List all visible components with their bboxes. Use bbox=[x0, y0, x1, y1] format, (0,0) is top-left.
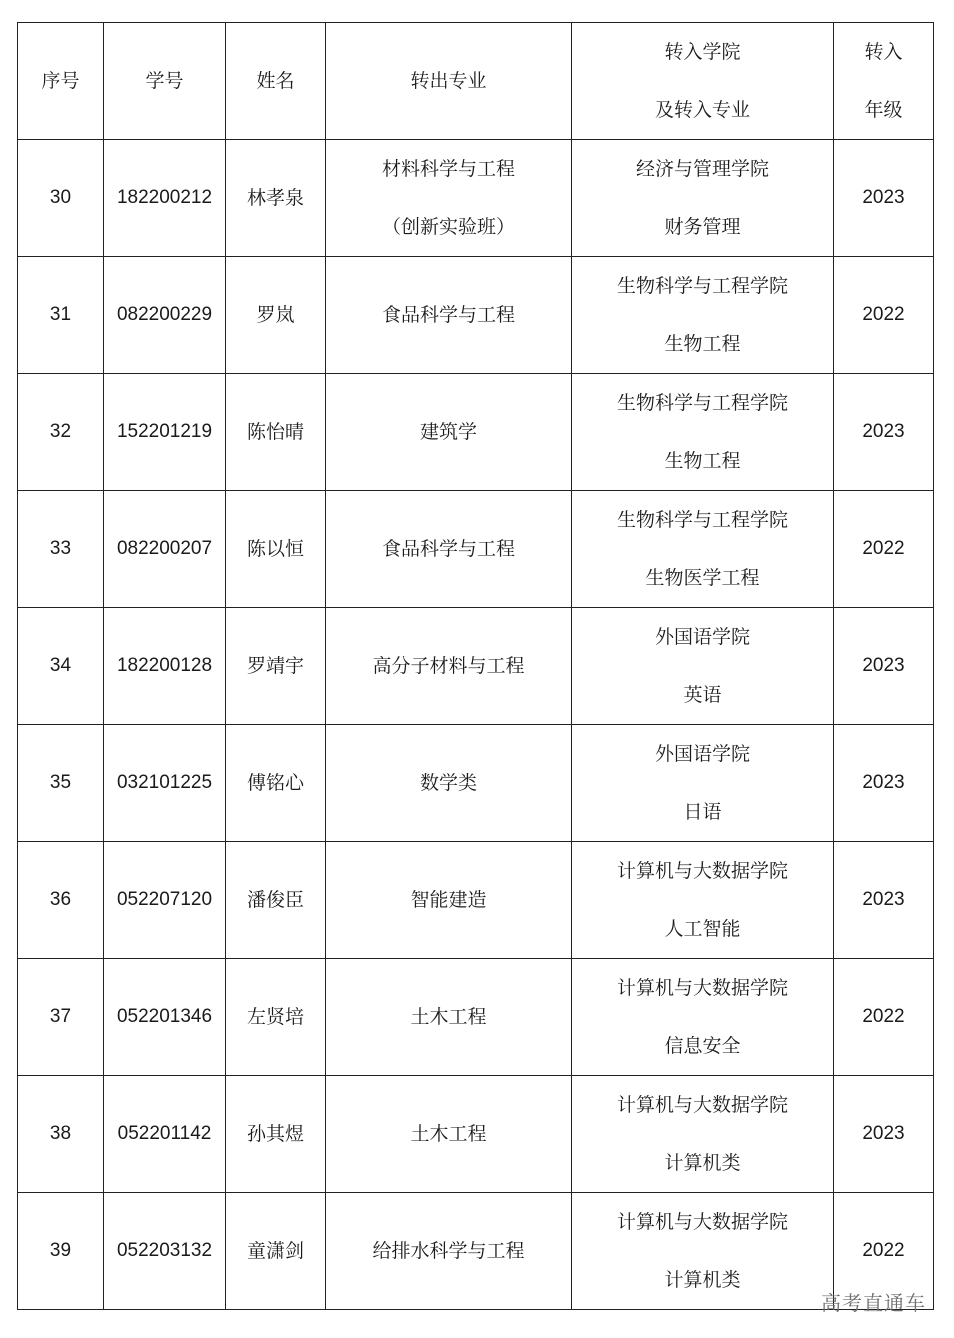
cell-seq: 39 bbox=[18, 1193, 104, 1310]
to-college-line: 外国语学院 bbox=[654, 743, 750, 765]
cell-student-id: 052203132 bbox=[104, 1193, 226, 1310]
cell-student-id: 032101225 bbox=[104, 725, 226, 842]
to-college-line: 人工智能 bbox=[664, 918, 741, 940]
cell-grade: 2022 bbox=[834, 491, 934, 608]
table-row bbox=[18, 1193, 934, 1310]
cell-seq: 37 bbox=[18, 959, 104, 1076]
from-major-line: 数学类 bbox=[419, 772, 477, 794]
to-college-line: 生物科学与工程学院 bbox=[616, 509, 788, 531]
cell-from-major bbox=[326, 608, 572, 725]
from-major-line: 材料科学与工程 bbox=[381, 158, 515, 180]
cell-from-major bbox=[326, 140, 572, 257]
cell-grade: 2022 bbox=[834, 1193, 934, 1310]
cell-name: 罗岚 bbox=[226, 257, 326, 374]
from-major-line: 土木工程 bbox=[410, 1123, 487, 1145]
cell-seq: 33 bbox=[18, 491, 104, 608]
table-row bbox=[18, 725, 934, 842]
cell-to-college bbox=[572, 608, 834, 725]
to-college-line: 生物工程 bbox=[664, 450, 741, 472]
to-college-line: 财务管理 bbox=[664, 216, 741, 238]
cell-from-major bbox=[326, 257, 572, 374]
cell-to-college bbox=[572, 1076, 834, 1193]
cell-grade: 2023 bbox=[834, 608, 934, 725]
from-major-line: 土木工程 bbox=[410, 1006, 487, 1028]
from-major-line: 给排水科学与工程 bbox=[372, 1240, 525, 1262]
cell-name: 陈怡晴 bbox=[226, 374, 326, 491]
cell-grade: 2023 bbox=[834, 374, 934, 491]
to-college-line: 经济与管理学院 bbox=[635, 158, 769, 180]
to-college-line: 计算机与大数据学院 bbox=[616, 977, 788, 999]
header-to-college bbox=[572, 23, 834, 140]
cell-grade: 2023 bbox=[834, 842, 934, 959]
header-student-id: 学号 bbox=[104, 23, 226, 140]
table-row bbox=[18, 140, 934, 257]
to-college-line: 生物工程 bbox=[664, 333, 741, 355]
header-from-major: 转出专业 bbox=[326, 23, 572, 140]
from-major-line: 建筑学 bbox=[419, 421, 477, 443]
cell-to-college bbox=[572, 842, 834, 959]
cell-name: 傅铭心 bbox=[226, 725, 326, 842]
cell-student-id: 052201346 bbox=[104, 959, 226, 1076]
cell-student-id: 082200207 bbox=[104, 491, 226, 608]
cell-seq: 30 bbox=[18, 140, 104, 257]
cell-seq: 36 bbox=[18, 842, 104, 959]
cell-seq: 35 bbox=[18, 725, 104, 842]
header-to-college-line2: 及转入专业 bbox=[654, 99, 750, 121]
from-major-line: 食品科学与工程 bbox=[381, 538, 515, 560]
header-grade-line1: 转入 bbox=[864, 41, 903, 63]
cell-name: 童潇剑 bbox=[226, 1193, 326, 1310]
table-row bbox=[18, 608, 934, 725]
table-header-row bbox=[18, 23, 934, 140]
to-college-line: 生物科学与工程学院 bbox=[616, 275, 788, 297]
to-college-line: 生物科学与工程学院 bbox=[616, 392, 788, 414]
to-college-line: 外国语学院 bbox=[654, 626, 750, 648]
cell-from-major bbox=[326, 725, 572, 842]
table-row bbox=[18, 374, 934, 491]
cell-seq: 34 bbox=[18, 608, 104, 725]
cell-name: 左贤培 bbox=[226, 959, 326, 1076]
to-college-line: 生物医学工程 bbox=[645, 567, 760, 589]
cell-name: 罗靖宇 bbox=[226, 608, 326, 725]
cell-to-college bbox=[572, 725, 834, 842]
cell-from-major bbox=[326, 1076, 572, 1193]
to-college-line: 计算机类 bbox=[664, 1152, 741, 1174]
cell-student-id: 082200229 bbox=[104, 257, 226, 374]
transfer-student-table bbox=[17, 22, 934, 1310]
cell-from-major bbox=[326, 842, 572, 959]
header-name: 姓名 bbox=[226, 23, 326, 140]
cell-to-college bbox=[572, 1193, 834, 1310]
cell-grade: 2023 bbox=[834, 725, 934, 842]
cell-name: 林孝泉 bbox=[226, 140, 326, 257]
cell-from-major bbox=[326, 959, 572, 1076]
cell-to-college bbox=[572, 257, 834, 374]
cell-grade: 2023 bbox=[834, 1076, 934, 1193]
cell-from-major bbox=[326, 1193, 572, 1310]
to-college-line: 计算机与大数据学院 bbox=[616, 860, 788, 882]
to-college-line: 计算机类 bbox=[664, 1269, 741, 1291]
to-college-line: 日语 bbox=[683, 801, 722, 823]
table-row bbox=[18, 959, 934, 1076]
cell-name: 孙其煜 bbox=[226, 1076, 326, 1193]
cell-from-major bbox=[326, 374, 572, 491]
to-college-line: 信息安全 bbox=[664, 1035, 741, 1057]
from-major-line: 食品科学与工程 bbox=[381, 304, 515, 326]
cell-from-major bbox=[326, 491, 572, 608]
table-row bbox=[18, 1076, 934, 1193]
cell-seq: 32 bbox=[18, 374, 104, 491]
cell-to-college bbox=[572, 491, 834, 608]
header-to-college-line1: 转入学院 bbox=[664, 41, 741, 63]
to-college-line: 计算机与大数据学院 bbox=[616, 1211, 788, 1233]
to-college-line: 计算机与大数据学院 bbox=[616, 1094, 788, 1116]
from-major-line: 智能建造 bbox=[410, 889, 487, 911]
cell-grade: 2022 bbox=[834, 959, 934, 1076]
header-grade-line2: 年级 bbox=[864, 99, 903, 121]
from-major-line: （创新实验班） bbox=[381, 216, 515, 238]
to-college-line: 英语 bbox=[683, 684, 722, 706]
cell-student-id: 052207120 bbox=[104, 842, 226, 959]
header-seq: 序号 bbox=[18, 23, 104, 140]
cell-student-id: 152201219 bbox=[104, 374, 226, 491]
cell-student-id: 182200212 bbox=[104, 140, 226, 257]
cell-seq: 38 bbox=[18, 1076, 104, 1193]
cell-seq: 31 bbox=[18, 257, 104, 374]
cell-grade: 2023 bbox=[834, 140, 934, 257]
table-row bbox=[18, 257, 934, 374]
cell-to-college bbox=[572, 140, 834, 257]
table-row bbox=[18, 842, 934, 959]
cell-to-college bbox=[572, 374, 834, 491]
from-major-line: 高分子材料与工程 bbox=[372, 655, 525, 677]
cell-name: 陈以恒 bbox=[226, 491, 326, 608]
cell-student-id: 052201142 bbox=[104, 1076, 226, 1193]
cell-to-college bbox=[572, 959, 834, 1076]
table-row bbox=[18, 491, 934, 608]
cell-grade: 2022 bbox=[834, 257, 934, 374]
watermark: 高考直通车 bbox=[821, 1291, 926, 1315]
header-grade bbox=[834, 23, 934, 140]
cell-name: 潘俊臣 bbox=[226, 842, 326, 959]
table-body bbox=[18, 140, 934, 1310]
cell-student-id: 182200128 bbox=[104, 608, 226, 725]
